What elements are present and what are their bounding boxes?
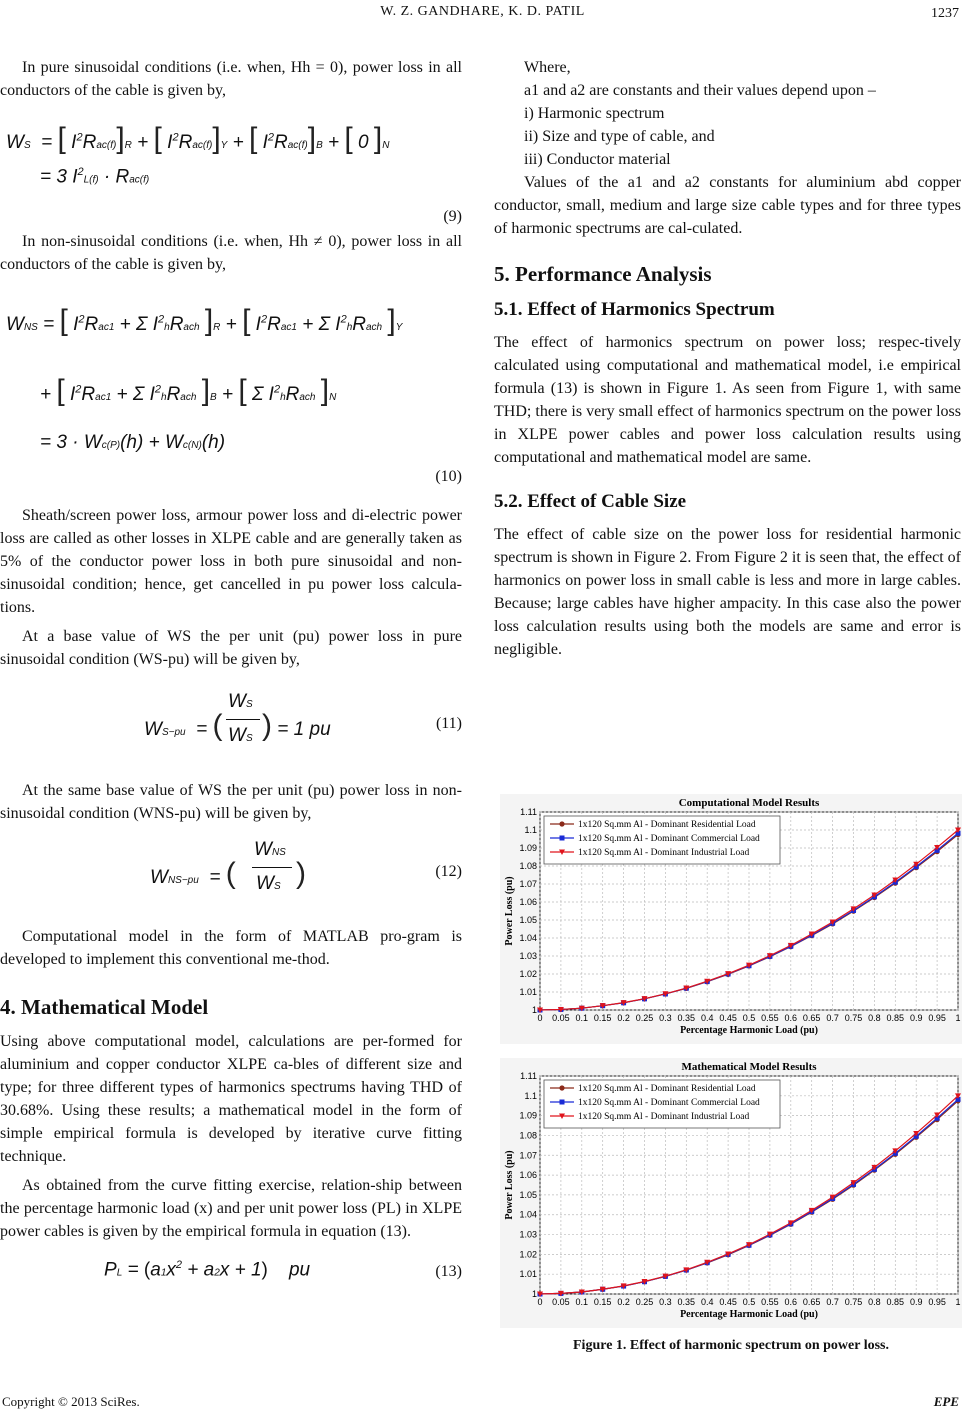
x-tick-label: 0 bbox=[537, 1297, 543, 1307]
paragraph-nonsinusoidal-pu: At the same base value of WS the per unit (pu) power loss in non-sinusoidal condition (WNS-pu) will be given by, bbox=[0, 782, 462, 822]
paragraph-matlab: Computational model in the form of MATLAB pro-gram is developed to implement this conventional me-thod. bbox=[0, 928, 462, 968]
y-tick-label: 1.01 bbox=[519, 987, 537, 997]
y-tick-label: 1.04 bbox=[519, 1209, 537, 1220]
equation-number: (13) bbox=[435, 1263, 462, 1280]
equation-10: WNS = [ $I^2Rac1 + \Sigma$ $I^2hRach$ ]R + [ $I^2Rac1 + \Sigma$ $I^2hRach$ ]Y + [ $I^2Rac1 + \Sigma$ $I^2hRach$ ]B + [ Σ $I^2hRach$ ]N = 3 · Wc(P)(h) + Wc(N)(h) (10) bbox=[6, 304, 462, 485]
x-tick-label: 0.25 bbox=[635, 1013, 654, 1023]
x-tick-label: 0.95 bbox=[928, 1297, 946, 1307]
y-tick-label: 1.11 bbox=[520, 1071, 537, 1081]
legend-entry: 1x120 Sq.mm Al - Dominant Residential Load bbox=[578, 1084, 756, 1094]
x-tick-label: 0.45 bbox=[719, 1297, 737, 1307]
paragraph-spectrum-effect: The effect of harmonics spectrum on power loss; respec-tively calculated using computational and mathematical model, i.e empirical formula (13) is shown in Figure 1. As seen from Figure 1, with same THD; there is very small effect of harmonics spectrum on the power loss in XLPE power cables and power loss calculation results using computational and mathematical model are same. bbox=[494, 334, 961, 466]
x-tick-label: 0.45 bbox=[719, 1013, 737, 1023]
x-tick-label: 0.05 bbox=[552, 1297, 570, 1307]
y-tick-label: 1.04 bbox=[519, 933, 537, 943]
x-tick-label: 0.35 bbox=[677, 1297, 696, 1307]
y-tick-label: 1.02 bbox=[519, 969, 537, 979]
equation-number: (10) bbox=[435, 468, 462, 485]
paragraph-constants: Values of the a1 and a2 constants for aluminium abd copper conductor, small, medium and large size cable types and for three types of harmonic spectrums are cal-culated. bbox=[494, 174, 961, 237]
x-axis-label: Percentage Harmonic Load (pu) bbox=[680, 1025, 818, 1036]
equation-9: WS = [ $I^2Rac(f)]R$ + [ $I^2Rac(f)]Y$ + [ $I^2Rac(f)]B$ + [ 0 ]N = 3 $I^2L(f) \cdot Rac(f)$ (9) bbox=[6, 122, 462, 225]
x-tick-label: 0.3 bbox=[659, 1297, 672, 1307]
y-tick-label: 1.06 bbox=[519, 1170, 537, 1181]
constants-line: a1 and a2 are constants and their values depend upon – bbox=[524, 82, 876, 99]
y-tick-label: 1.09 bbox=[519, 1110, 537, 1121]
x-tick-label: 0.15 bbox=[593, 1297, 612, 1307]
legend-entry: 1x120 Sq.mm Al - Dominant Residential Load bbox=[578, 820, 756, 830]
x-tick-label: 0.35 bbox=[677, 1013, 696, 1023]
y-tick-label: 1.1 bbox=[524, 825, 537, 835]
x-tick-label: 0.6 bbox=[784, 1013, 798, 1023]
y-axis-label: Power Loss (pu) bbox=[504, 876, 515, 946]
legend-marker bbox=[559, 1085, 564, 1090]
x-axis-label: Percentage Harmonic Load (pu) bbox=[680, 1309, 818, 1320]
y-tick-label: 1 bbox=[531, 1005, 537, 1015]
figure-1 bbox=[500, 794, 962, 1354]
x-tick-label: 0.15 bbox=[593, 1013, 612, 1023]
y-tick-label: 1.11 bbox=[520, 807, 537, 817]
equation-13: PL = $(a1x^2 + a2x + 1)$ pu (13) bbox=[104, 1259, 462, 1281]
y-tick-label: 1.08 bbox=[519, 1130, 537, 1141]
x-tick-label: 1 bbox=[955, 1013, 961, 1023]
x-tick-label: 0.9 bbox=[909, 1297, 923, 1307]
x-tick-label: 0.95 bbox=[928, 1013, 946, 1023]
legend-marker bbox=[559, 821, 564, 826]
page-header bbox=[0, 0, 965, 34]
page-number: 1237 bbox=[931, 6, 959, 21]
x-tick-label: 0 bbox=[537, 1013, 543, 1023]
x-tick-label: 1 bbox=[955, 1297, 961, 1307]
x-tick-label: 0.85 bbox=[886, 1013, 905, 1023]
equation-number: (11) bbox=[435, 715, 462, 732]
dependency-item: i) Harmonic spectrum bbox=[524, 105, 665, 122]
x-tick-label: 0.4 bbox=[700, 1297, 714, 1307]
y-tick-label: 1.09 bbox=[519, 843, 537, 853]
x-tick-label: 0.65 bbox=[802, 1297, 821, 1307]
y-tick-label: 1.01 bbox=[519, 1269, 537, 1280]
x-tick-label: 0.1 bbox=[575, 1013, 589, 1023]
x-tick-label: 0.75 bbox=[844, 1013, 863, 1023]
paragraph-cable-size: The effect of cable size on the power loss for residential harmonic spectrum is shown in Figure 2. From Figure 2 it is seen that, the effect of harmonics on power loss in small cable is less and more in large cables. Because; large cables have higher ampacity. In this case also the power loss calculation results using both the models are same and error is negligible. bbox=[494, 526, 961, 658]
x-tick-label: 0.55 bbox=[761, 1013, 779, 1023]
x-tick-label: 0.2 bbox=[617, 1297, 630, 1307]
x-tick-label: 0.75 bbox=[844, 1297, 863, 1307]
x-tick-label: 0.7 bbox=[826, 1013, 839, 1023]
y-tick-label: 1.07 bbox=[519, 1150, 537, 1161]
y-tick-label: 1.03 bbox=[519, 1229, 537, 1240]
legend-marker bbox=[560, 1100, 565, 1105]
x-tick-label: 0.65 bbox=[802, 1013, 821, 1023]
y-tick-label: 1.1 bbox=[524, 1090, 537, 1101]
chart-title: Mathematical Model Results bbox=[681, 1061, 817, 1073]
legend-entry: 1x120 Sq.mm Al - Dominant Commercial Load bbox=[578, 1098, 760, 1108]
x-tick-label: 0.85 bbox=[886, 1297, 905, 1307]
left-column bbox=[0, 50, 462, 1295]
x-tick-label: 0.2 bbox=[617, 1013, 630, 1023]
x-tick-label: 0.7 bbox=[826, 1297, 839, 1307]
equation-number: (9) bbox=[443, 208, 462, 225]
x-tick-label: 0.9 bbox=[909, 1013, 923, 1023]
paragraph-base-value: At a base value of WS the per unit (pu) power loss in pure sinusoidal condition (WS-pu) will be given by, bbox=[0, 628, 462, 668]
paragraph-math-model: Using above computational model, calculations are per-formed for aluminium and copper conductor XLPE ca-bles of different size and type; for three different types of harmonics spectrums having THD of 30.68%. Using these results; a mathematical model in the form of simple empirical formula is developed by iterative curve fitting technique. bbox=[0, 1033, 462, 1165]
equation-11: WS−pu = ( WS WS ) = 1 pu (11) bbox=[144, 691, 462, 746]
x-tick-label: 0.5 bbox=[742, 1013, 756, 1023]
paragraph-curve-fit: As obtained from the curve fitting exercise, relation-ship between the percentage harmonic load (x) and per unit power loss (PL) in XLPE power cables is given by the empirical formula in equation (13). bbox=[0, 1177, 462, 1240]
y-tick-label: 1.08 bbox=[519, 861, 537, 871]
x-tick-label: 0.1 bbox=[575, 1297, 589, 1307]
paragraph-sinusoidal: In pure sinusoidal conditions (i.e. when, Hh = 0), power loss in all conductors of the cable is given by, bbox=[0, 59, 462, 99]
section-4-heading: 4. Mathematical Model bbox=[0, 995, 209, 1019]
x-tick-label: 0.5 bbox=[742, 1297, 756, 1307]
equation-12: WNS−pu = ( WNS WS ) (12) bbox=[150, 839, 462, 894]
x-tick-label: 0.8 bbox=[868, 1013, 881, 1023]
chart-computational bbox=[500, 794, 962, 1044]
y-tick-label: 1.02 bbox=[519, 1249, 537, 1260]
journal-abbrev: EPE bbox=[933, 1394, 959, 1409]
y-tick-label: 1.07 bbox=[519, 879, 537, 889]
right-column bbox=[494, 56, 961, 661]
legend-entry: 1x120 Sq.mm Al - Dominant Industrial Load bbox=[578, 848, 750, 858]
paragraph-other-losses: Sheath/screen power loss, armour power loss and di-electric power loss are called as other losses in XLPE cable and are generally taken as 5% of the conductor power loss in both pure sinusoidal and non-sinusoidal condition; hence, get cancelled in pu power loss calcula-tions. bbox=[0, 507, 462, 616]
dependency-item: iii) Conductor material bbox=[524, 151, 671, 168]
y-tick-label: 1 bbox=[531, 1289, 537, 1299]
subsection-5-1-heading: 5.1. Effect of Harmonics Spectrum bbox=[494, 299, 775, 320]
y-tick-label: 1.06 bbox=[519, 897, 537, 907]
y-tick-label: 1.05 bbox=[519, 915, 537, 925]
paragraph-nonsinusoidal: In non-sinusoidal conditions (i.e. when, Hh ≠ 0), power loss in all conductors of the cable is given by, bbox=[0, 233, 462, 273]
y-tick-label: 1.03 bbox=[519, 951, 537, 961]
chart-title: Computational Model Results bbox=[678, 797, 820, 809]
x-tick-label: 0.4 bbox=[700, 1013, 714, 1023]
equation-number: (12) bbox=[435, 863, 462, 880]
running-head: W. Z. GANDHARE, K. D. PATIL bbox=[380, 4, 585, 19]
dependency-item: ii) Size and type of cable, and bbox=[524, 128, 715, 145]
where-label: Where, bbox=[524, 59, 571, 76]
chart-mathematical bbox=[500, 1058, 962, 1328]
x-tick-label: 0.3 bbox=[659, 1013, 672, 1023]
legend-entry: 1x120 Sq.mm Al - Dominant Commercial Load bbox=[578, 834, 760, 844]
x-tick-label: 0.6 bbox=[784, 1297, 798, 1307]
legend-entry: 1x120 Sq.mm Al - Dominant Industrial Load bbox=[578, 1112, 750, 1122]
x-tick-label: 0.05 bbox=[552, 1013, 570, 1023]
y-axis-label: Power Loss (pu) bbox=[504, 1150, 515, 1220]
legend-marker bbox=[560, 836, 565, 841]
y-tick-label: 1.05 bbox=[519, 1189, 537, 1200]
section-5-heading: 5. Performance Analysis bbox=[494, 262, 712, 286]
x-tick-label: 0.55 bbox=[761, 1297, 779, 1307]
figure-caption: Figure 1. Effect of harmonic spectrum on power loss. bbox=[573, 1338, 889, 1353]
copyright: Copyright © 2013 SciRes. bbox=[2, 1394, 140, 1409]
x-tick-label: 0.25 bbox=[635, 1297, 654, 1307]
subsection-5-2-heading: 5.2. Effect of Cable Size bbox=[494, 491, 687, 512]
x-tick-label: 0.8 bbox=[868, 1297, 881, 1307]
